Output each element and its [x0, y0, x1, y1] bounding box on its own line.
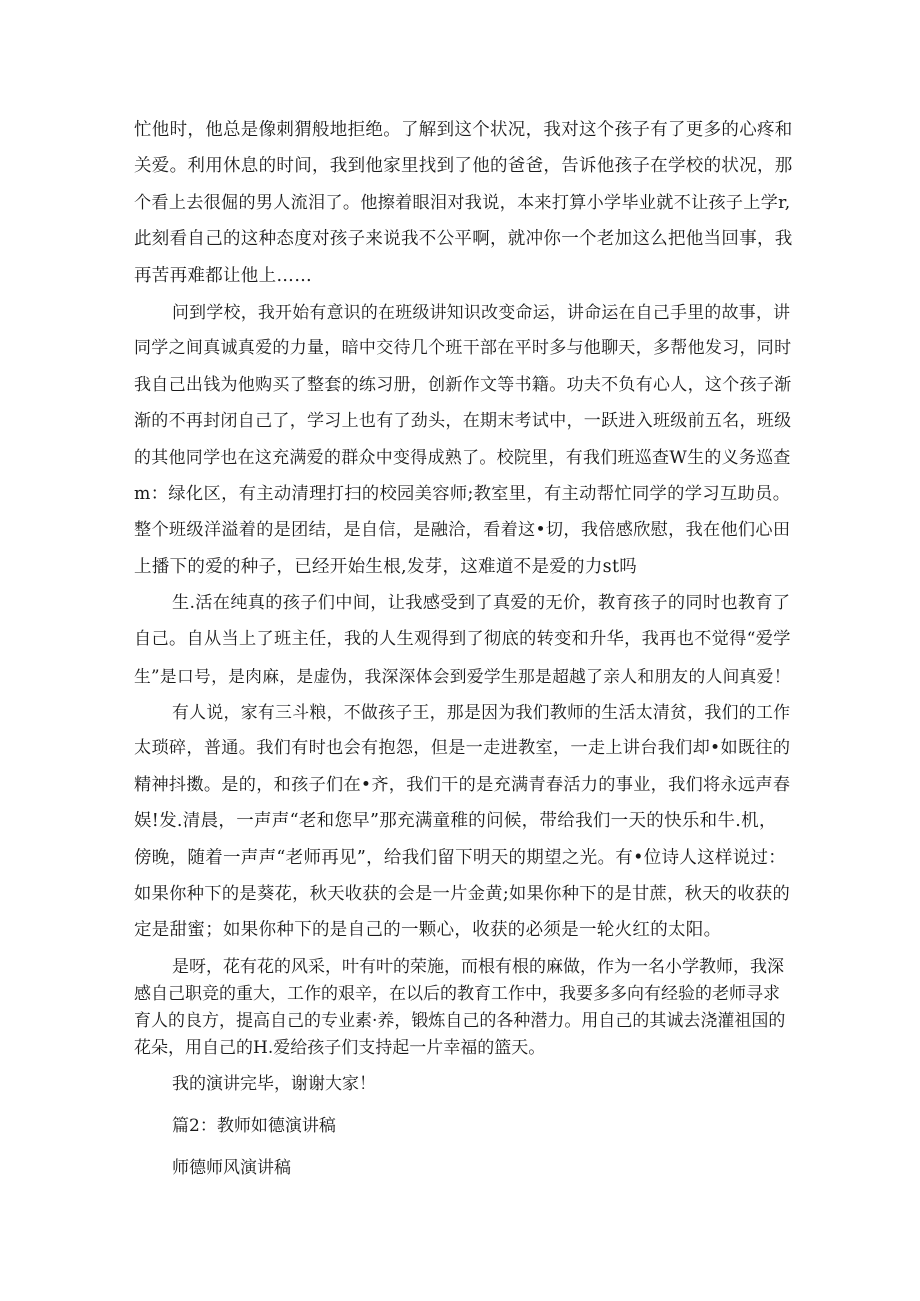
paragraph-1 [134, 112, 794, 294]
document-subtitle: 师德师风演讲稿 [172, 1158, 291, 1178]
text-line: 忙他时，他总是像刺猬般地拒绝。了解到这个状况，我对这个孩子有了更多的心疼和 [134, 120, 793, 140]
text-line: 生”是口号，是肉麻，是虚伪，我深深体会到爱学生那是超越了亲人和朋友的人间真爱！ [134, 665, 791, 686]
text-line: 是呀，花有花的风采，叶有叶的荣施，而根有根的麻做，作为一名小学教师，我深 [172, 957, 784, 977]
text-line: 的其他同学也在这充满爱的群众中变得成熟了。校院里，有我们班巡查W生的义务巡查 [134, 447, 791, 468]
text-line: 精神抖擞。是的，和孩子们在•齐，我们干的是充满青春活力的事业，我们将永远声春 [134, 774, 791, 795]
text-line: 花朵，用自己的H.爱给孩子们支持起一片幸福的篮天。 [134, 1038, 546, 1058]
text-line: 再苦再难都让他上…… [134, 265, 312, 286]
text-line: 整个班级洋溢着的是团结，是自信，是融洽，看着这•切，我倍感欣慰，我在他们心田 [134, 520, 791, 541]
text-line: m：绿化区，有主动清理打扫的校园美容师;教室里，有主动帮忙同学的学习互助员。 [134, 483, 791, 504]
text-line: 太琐碎，普通。我们有时也会有抱怨，但是一走进教室，一走上讲台我们却•如既往的 [134, 738, 791, 759]
text-line: 生.活在纯真的孩子们中间，让我感受到了真爱的无价，教育孩子的同时也教育了 [172, 593, 791, 613]
text-line: 此刻看自己的这种态度对孩子来说我不公平啊，就冲你一个老加这么把他当回事，我 [134, 229, 793, 250]
text-line: 定是甜蜜；如果你种下的是自己的一颗心，收获的必须是一轮火红的太阳。 [134, 920, 722, 941]
text-line: 如果你种下的是葵花，秋天收获的会是一片金黄;如果你种下的是甘蔗，秋天的收获的 [134, 883, 791, 904]
text-line: 关爱。利用休息的时间，我到他家里找到了他的爸爸，告诉他孩子在学校的状况，那 [134, 156, 793, 177]
paragraph-4 [134, 694, 794, 949]
text-line: 问到学校，我开始有意识的在班级讲知识改变命运，讲命运在自己手里的故事，讲 [172, 302, 791, 322]
text-line: 渐的不再封闭自己了，学习上也有了劲头，在期末考试中，一跃进入班级前五名，班级 [134, 411, 792, 432]
text-line: 娱!发.清晨，一声声“老和您早”那充满童稚的问候，带给我们一天的快乐和牛.机， [134, 811, 777, 832]
text-line: 傍晚，随着一声声“老师再见”，给我们留下明天的期望之光。有•位诗人这样说过： [134, 847, 787, 868]
text-line: 个看上去很倔的男人流泪了。他擦着眼泪对我说，本来打算小学毕业就不让孩子上学r, [134, 192, 791, 213]
text-line: 我自己出钱为他购买了整套的练习册，创新作文等书籍。功夫不负有心人，这个孩子渐 [134, 374, 792, 395]
text-line: 同学之间真诚真爱的力量，暗中交待几个班干部在平时多与他聊天，多帮他发习，同时 [134, 338, 792, 359]
text-line: 上播下的爱的种子，已经开始生根,发芽，这难道不是爱的力st吗 [134, 556, 638, 577]
paragraph-2 [134, 294, 794, 585]
section-heading: 篇2：教师如德演讲稿 [172, 1116, 336, 1136]
text-line: 感自己职竞的重大，工作的艰辛，在以后的教育工作中，我要多多向有经验的老师寻求 [134, 984, 780, 1004]
paragraph-3 [134, 585, 794, 694]
text-line: 自己。自从当上了班主任，我的人生观得到了彻底的转变和升华，我再也不觉得“爱学 [134, 629, 791, 650]
paragraph-5 [134, 954, 794, 1062]
text-line: 有人说，家有三斗粮，不做孩子王，那是因为我们教师的生活太清贫，我们的工作 [172, 702, 791, 722]
text-line: 育人的良方，提高自己的专业素·养，锻炼自己的各种潜力。用自己的其诚去浇灌祖国的 [134, 1011, 786, 1031]
closing-remark: 我的演讲完毕，谢谢大家！ [172, 1074, 376, 1094]
